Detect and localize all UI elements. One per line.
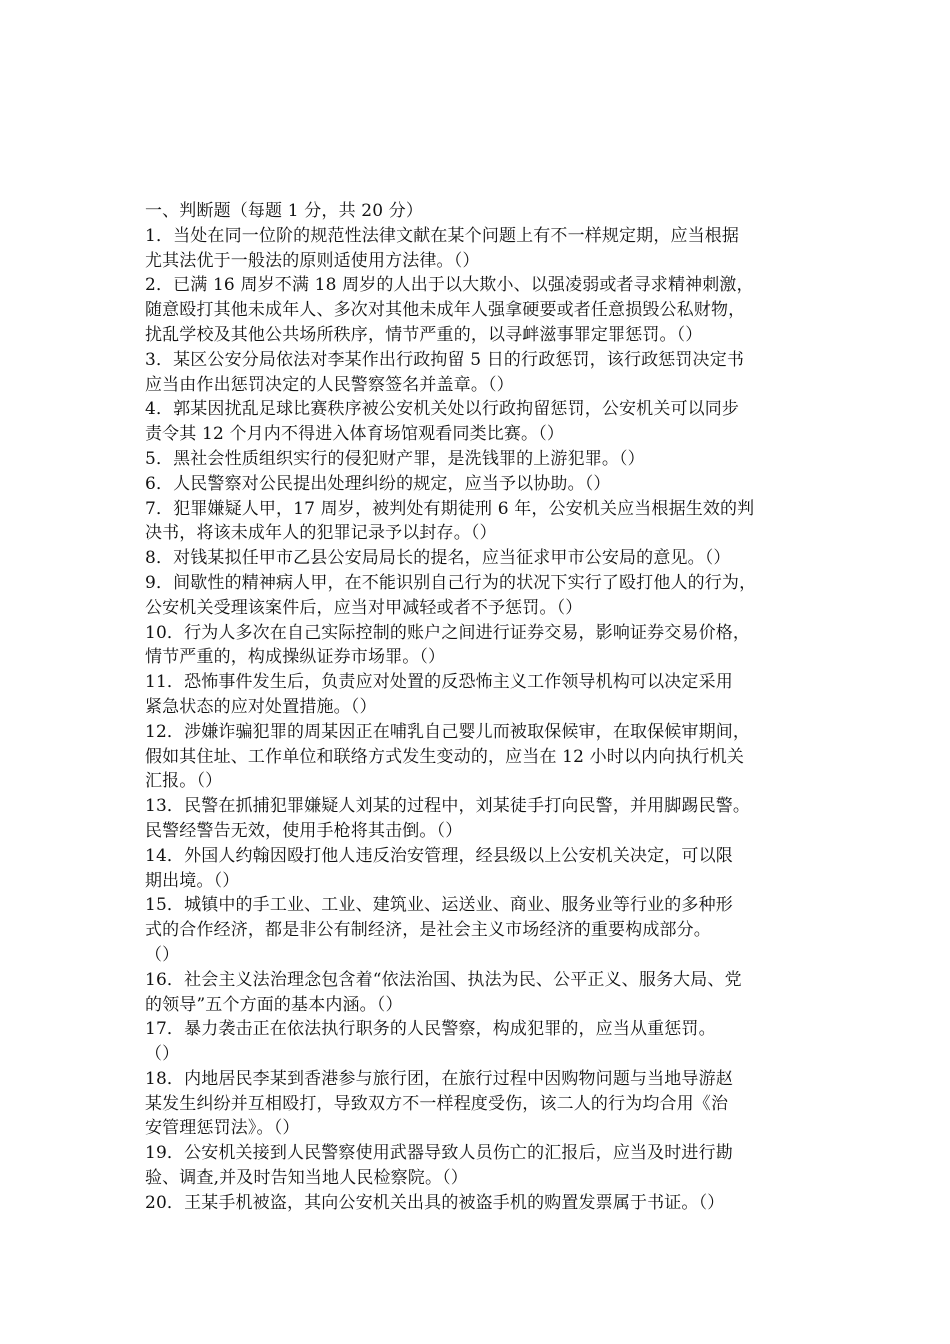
text-line: 6．人民警察对公民提出处理纠纷的规定，应当予以协助。（） xyxy=(145,473,611,494)
text-line: 13．民警在抓捕犯罪嫌疑人刘某的过程中，刘某徒手打向民警，并用脚踢民警。 xyxy=(145,796,751,817)
text-line: 8．对钱某拟任甲市乙县公安局局长的提名，应当征求甲市公安局的意见。（） xyxy=(145,548,731,569)
section-heading: 一、判断题（每题 1 分，共 20 分） xyxy=(145,201,424,221)
text-line: 决书，将该未成年人的犯罪记录予以封存。（） xyxy=(145,523,497,544)
text-line: 的领导”五个方面的基本内涵。（） xyxy=(145,994,403,1015)
text-line: 3．某区公安分局依法对李某作出行政拘留 5 日的行政惩罚，该行政惩罚决定书 xyxy=(145,349,744,370)
text-line: 4．郭某因扰乱足球比赛秩序被公安机关处以行政拘留惩罚，公安机关可以同步 xyxy=(145,399,740,420)
text-line: 应当由作出惩罚决定的人民警察签名并盖章。（） xyxy=(145,374,514,395)
text-line: 18．内地居民李某到香港参与旅行团，在旅行过程中因购物问题与当地导游赵 xyxy=(145,1068,733,1089)
text-line: 19．公安机关接到人民警察使用武器导致人员伤亡的汇报后，应当及时进行勘 xyxy=(145,1143,733,1164)
text-line: 汇报。（） xyxy=(145,771,223,792)
document-body xyxy=(145,199,817,1216)
text-line: 某发生纠纷并互相殴打，导致双方不一样程度受伤，该二人的行为均合用《治 xyxy=(145,1093,729,1114)
text-line: 公安机关受理该案件后，应当对甲减轻或者不予惩罚。（） xyxy=(145,597,583,618)
text-line: 15．城镇中的手工业、工业、建筑业、运送业、商业、服务业等行业的多种形 xyxy=(145,895,733,916)
text-line: 随意殴打其他未成年人、多次对其他未成年人强拿硬要或者任意损毁公私财物， xyxy=(145,300,746,321)
text-line: （） xyxy=(145,1044,180,1065)
text-line: 14．外国人约翰因殴打他人违反治安管理，经县级以上公安机关决定，可以限 xyxy=(145,845,733,866)
text-line: 5．黑社会性质组织实行的侵犯财产罪，是洗钱罪的上游犯罪。（） xyxy=(145,448,645,469)
text-line: 16．社会主义法治理念包含着“依法治国、执法为民、公平正义、服务大局、党 xyxy=(145,969,742,990)
text-line: 1．当处在同一位阶的规范性法律文献在某个问题上有不一样规定期，应当根据 xyxy=(145,225,740,246)
text-line: 期出境。（） xyxy=(145,870,240,891)
text-line: 尤其法优于一般法的原则适使用方法律。（） xyxy=(145,250,480,271)
text-line: （） xyxy=(145,944,180,965)
text-line: 2．已满 16 周岁不满 18 周岁的人出于以大欺小、以强凌弱或者寻求精神刺激， xyxy=(145,275,754,296)
text-line: 12．涉嫌诈骗犯罪的周某因正在哺乳自己婴儿而被取保候审，在取保候审期间， xyxy=(145,721,751,742)
text-line: 安管理惩罚法》。（） xyxy=(145,1118,300,1139)
text-line: 9．间歇性的精神病人甲，在不能识别自己行为的状况下实行了殴打他人的行为， xyxy=(145,572,757,593)
text-line: 20．王某手机被盗，其向公安机关出具的被盗手机的购置发票属于书证。（） xyxy=(145,1192,725,1213)
text-line: 民警经警告无效，使用手枪将其击倒。（） xyxy=(145,820,463,841)
text-line: 情节严重的，构成操纵证券市场罪。（） xyxy=(145,647,446,668)
text-line: 假如其住址、工作单位和联络方式发生变动的，应当在 12 小时以内向执行机关 xyxy=(145,746,744,767)
text-line: 验、调查,并及时告知当地人民检察院。（） xyxy=(145,1168,468,1189)
text-line: 10．行为人多次在自己实际控制的账户之间进行证券交易，影响证券交易价格， xyxy=(145,622,751,643)
text-line: 17．暴力袭击正在依法执行职务的人民警察，构成犯罪的，应当从重惩罚。 xyxy=(145,1019,716,1040)
text-line: 责令其 12 个月内不得进入体育场馆观看同类比赛。（） xyxy=(145,424,564,445)
text-line: 7．犯罪嫌疑人甲，17 周岁，被判处有期徒刑 6 年，公安机关应当根据生效的判 xyxy=(145,498,755,519)
text-line: 扰乱学校及其他公共场所秩序，情节严重的，以寻衅滋事罪定罪惩罚。（） xyxy=(145,324,703,345)
text-line: 式的合作经济，都是非公有制经济，是社会主义市场经济的重要构成部分。 xyxy=(145,920,711,941)
text-line: 11．恐怖事件发生后，负责应对处置的反恐怖主义工作领导机构可以决定采用 xyxy=(145,672,733,693)
text-line: 紧急状态的应对处置措施。（） xyxy=(145,696,377,717)
